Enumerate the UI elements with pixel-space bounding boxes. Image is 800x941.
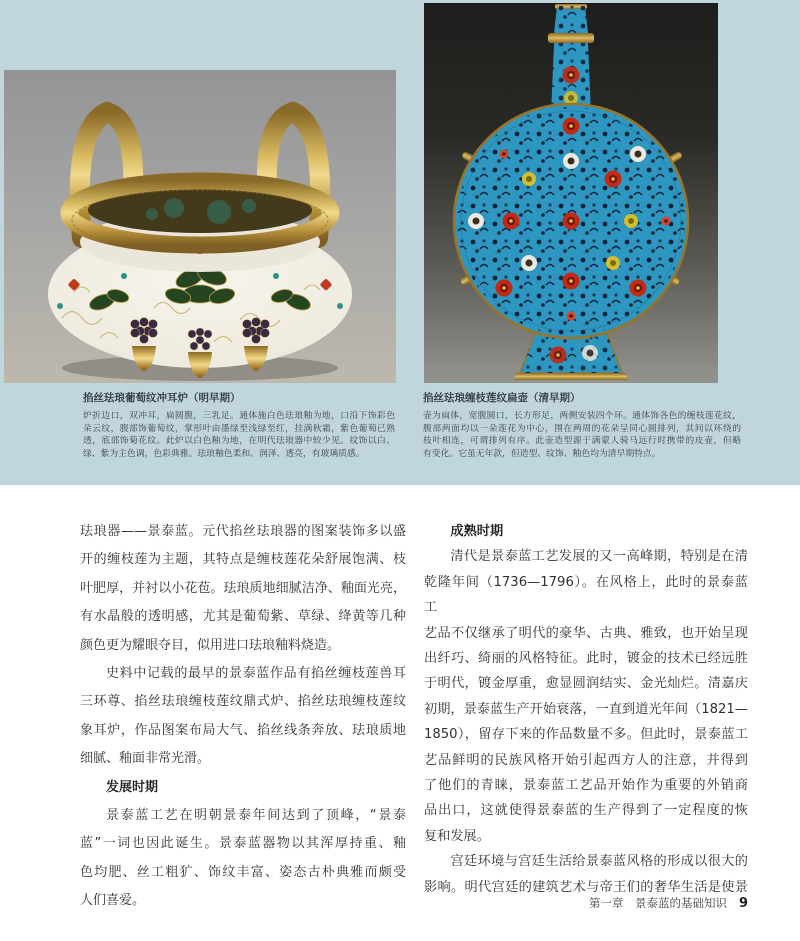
right-text-column	[424, 519, 748, 900]
censer-illustration	[4, 70, 396, 383]
flask-photo	[424, 3, 718, 383]
text-line: 景泰蓝工艺在明朝景泰年间达到了顶峰，“景泰	[106, 808, 406, 824]
text-line: 史料中记载的最早的景泰蓝作品有掐丝缠枝莲兽耳	[106, 666, 406, 682]
text-line: 细腻、釉面非常光滑。	[80, 751, 211, 767]
text-line: 宫廷环境与宫廷生活给景泰蓝风格的形成以很大的	[450, 854, 748, 870]
text-line: 透，底部饰菊花纹。此炉以白色釉为地，在明代珐琅器中较少见。纹饰以白、	[83, 436, 395, 447]
censer-caption-title: 掐丝珐琅葡萄纹冲耳炉（明早期）	[83, 392, 241, 404]
text-line: 蓝”一词也因此诞生。景泰蓝器物以其浑厚持重、釉	[80, 836, 406, 852]
text-line: 有水晶般的透明感，尤其是葡萄紫、草绿、绛黄等几种	[80, 609, 406, 625]
text-line: 珐琅器——景泰蓝。元代掐丝珐琅器的图案装饰多以盛	[80, 524, 406, 539]
text-line: 初期，景泰蓝生产开始衰落，一直到道光年间（1821—	[424, 701, 748, 717]
censer-photo	[4, 70, 396, 383]
footer-chapter-title: 第一章 景泰蓝的基础知识	[588, 896, 727, 910]
text-line: 颜色更为耀眼夺目，似用进口珐琅釉料烧造。	[80, 637, 341, 653]
text-line: 艺品鲜明的民族风格开始引起西方人的注意，并得到	[424, 752, 748, 768]
text-line: 清代是景泰蓝工艺发展的又一高峰期，特别是在清	[450, 549, 748, 565]
flask-caption-body	[423, 410, 741, 461]
text-line: 1850），留存下来的作品数量不多。但此时，景泰蓝工	[424, 727, 748, 743]
text-line: 炉折边口，双冲耳，扁圆腹，三乳足。通体施白色珐琅釉为地，口沿下饰彩色	[83, 411, 395, 421]
text-line: 叶肥厚，并衬以小花苞。珐琅质地细腻洁净、釉面光亮，	[80, 580, 406, 596]
text-line: 发展时期	[106, 779, 159, 795]
text-line: 了他们的青睐，景泰蓝工艺品开始作为重要的外销商	[424, 778, 748, 794]
page-footer	[0, 895, 748, 911]
left-text-column	[80, 518, 406, 916]
text-line: 开的缠枝莲为主题，其特点是缠枝莲花朵舒展饱满、枝	[80, 552, 406, 568]
flask-caption-title: 掐丝珐琅缠枝莲纹扁壶（清早期）	[423, 392, 581, 404]
text-line: 壶为扁体，宽腹圆口，长方形足，两侧安装四个环。通体饰各色的缠枝莲花纹，	[423, 411, 741, 421]
text-line: 艺品不仅继承了明代的豪华、古典、雅致，也开始呈现	[424, 625, 748, 641]
censer-caption	[83, 390, 395, 461]
text-line: 品出口，这就使得景泰蓝的生产得到了一定程度的恢	[424, 803, 748, 819]
text-line: 出纤巧、绮丽的风格特征。此时，镀金的技术已经远胜	[424, 651, 748, 667]
flask-caption	[423, 390, 741, 461]
text-line: 影响。明代宫廷的建筑艺术与帝王们的奢华生活是使景	[424, 879, 748, 895]
text-line: 人们喜爱。	[80, 893, 146, 909]
text-line: 腹部两面均以一朵莲花为中心，围在两周的花朵呈同心圆排列，其间以环绕的	[423, 423, 741, 434]
text-line: 色均肥、丝工粗犷、饰纹丰富、姿态古朴典雅而颇受	[80, 864, 406, 880]
text-line: 绿、紫为主色调，色彩典雅。珐琅釉色柔和、润泽、透亮，有玻璃质感。	[83, 449, 365, 460]
text-line: 成熟时期	[450, 524, 504, 539]
text-line: 有变化。它虽无年款，但造型、纹饰、釉色均为清早期特点。	[423, 449, 661, 460]
censer-caption-body	[83, 410, 395, 461]
text-line: 复和发展。	[424, 828, 490, 844]
page-number: 9	[738, 896, 748, 911]
text-line: 三环尊、掐丝珐琅缠枝莲纹鼎式炉、掐丝珐琅缠枝莲纹	[80, 694, 406, 710]
flask-illustration	[424, 3, 718, 383]
text-line: 朵云纹，腹部饰葡萄纹，掌形叶由墨绿至浅绿至红，挂满秋霜，紫色葡萄已熟	[83, 423, 395, 434]
text-line: 枝叶相连，可谓排列有序。此壶造型源于满蒙人骑马远行时携带的皮壶，但略	[423, 436, 741, 447]
text-line: 象耳炉，作品图案布局大气、掐丝线条奔放、珐琅质地	[80, 722, 406, 738]
text-line: 乾隆年间（1736—1796）。在风格上，此时的景泰蓝工	[424, 574, 748, 616]
text-line: 于明代，镀金厚重，愈显圆润结实、金光灿烂。清嘉庆	[424, 676, 748, 692]
